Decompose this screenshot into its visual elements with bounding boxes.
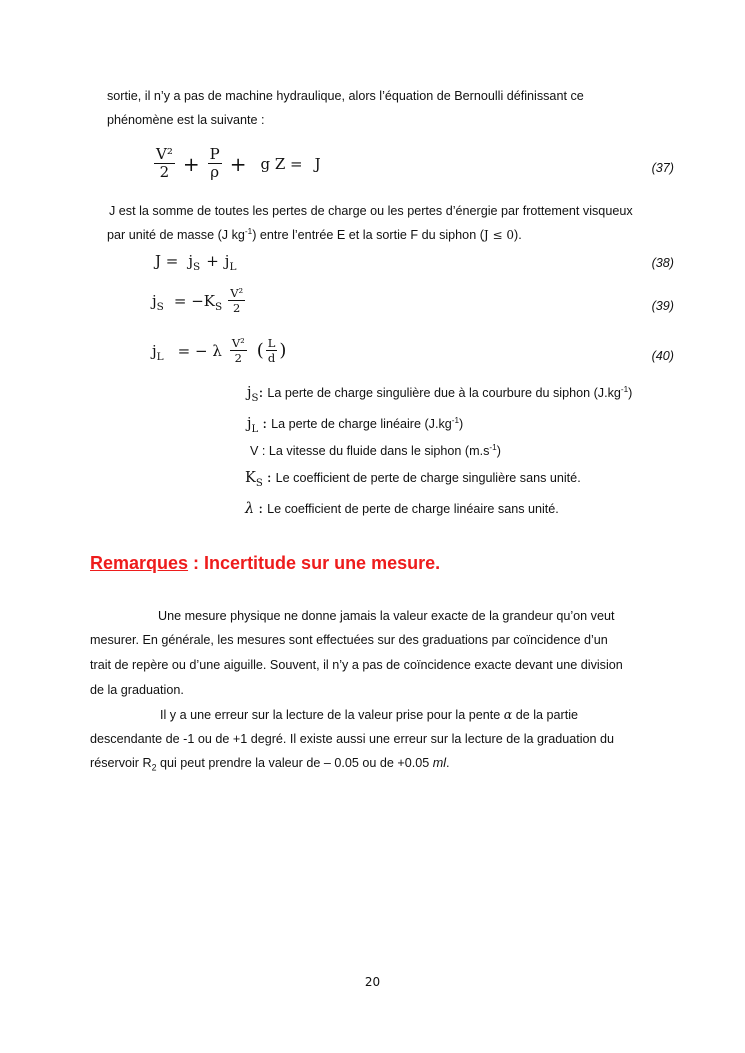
definition-ks: $K_S$ : Le coefficient de perte de charge singulière sans unité. [245,470,581,489]
remarques-heading: Remarques : Incertitude sur une mesure. [90,553,441,573]
paragraph-1-line-1: Une mesure physique ne donne jamais la valeur exacte de la grandeur qu’on veut [158,609,615,623]
definition-jl: $j_L$ : La perte de charge linéaire $(J.kg^{-1})$ [247,415,464,435]
definition-lambda: λ : Le coefficient de perte de charge linéaire sans unité. [245,501,559,517]
j-description-line-1: J est la somme de toutes les pertes de charge ou les pertes d’énergie par frottement visqueux [109,204,633,218]
alpha-symbol: α [503,707,513,722]
equation-38: J = $j_S$ + $j_L$ [155,252,237,273]
paragraph-1-line-3: trait de repère ou d’une aiguille. Souvent, il n’y a pas de coïncidence exacte devant une division [90,658,623,672]
paragraph-1-line-2: mesurer. En générale, les mesures sont effectuées sur des graduations par coïncidence d’un [90,633,608,647]
paragraph-1-line-4: de la graduation. [90,683,184,697]
definition-v: V : La vitesse du fluide dans le siphon $(m.s^{-1})$ [250,442,501,458]
paragraph-2-line-1: Il y a une erreur sur la lecture de la valeur prise pour la pente α de la partie [160,707,579,722]
j-description-line-2: par unité de masse (J $kg^{-1}$) entre l’entrée E et la sortie F du siphon (J ≤ 0). [107,226,522,242]
definition-js: $j_S$: La perte de charge singulière due à la courbure du siphon $(J.kg^{-1})$ [247,384,633,404]
equation-39: $j_S$ = $-K_S$ $\frac{\text{V²}}{2}$ [152,286,244,315]
equation-number-38: (38) [651,256,674,270]
intro-line-1: sortie, il n’y a pas de machine hydraulique, alors l’équation de Bernoulli définissant ce [107,89,584,103]
equation-40: $j_L$ = − λ $\frac{\text{V²}}{2}$ ( $\frac{L}{d}$ ) [152,336,287,365]
paragraph-2-line-3: réservoir $R_2$ qui peut prendre la valeur de – 0.05 ou de +0.05 ml. [90,756,450,773]
fraction-v2-over-2: $\frac{\text{V²}}{2}$ [156,145,173,181]
equation-number-37: (37) [651,161,674,175]
equation-37: $\frac{\text{V²}}{2}$ + $\frac{P}{\rho}$ + g Z = J [156,145,321,181]
fraction-p-over-rho: $\frac{P}{\rho}$ [209,145,220,181]
page-number: 20 [364,975,381,989]
paragraph-2-line-2: descendante de -1 ou de +1 degré. Il existe aussi une erreur sur la lecture de la graduation du [90,732,615,746]
equation-number-39: (39) [651,299,674,313]
intro-line-2: phénomène est la suivante : [107,113,265,127]
fraction-v2-over-2: $\frac{\text{V²}}{2}$ [231,336,245,365]
fraction-v2-over-2: $\frac{\text{V²}}{2}$ [230,286,244,315]
fraction-l-over-d: $\frac{L}{d}$ [267,336,276,365]
equation-number-40: (40) [651,349,674,363]
